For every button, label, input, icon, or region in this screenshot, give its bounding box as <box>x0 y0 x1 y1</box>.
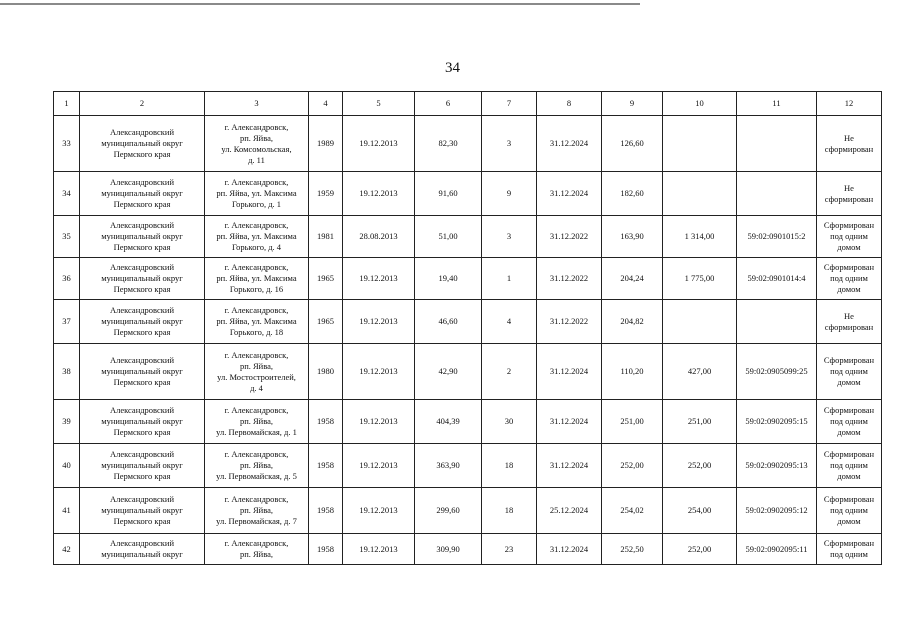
land-area: 254,00 <box>663 488 737 534</box>
status-line: домом <box>837 284 861 294</box>
column-header-6: 6 <box>415 92 482 116</box>
land-area: 252,00 <box>663 534 737 565</box>
area-cell: 46,60 <box>415 300 482 344</box>
status-line: Сформирован <box>823 220 875 230</box>
value-cell: 254,02 <box>602 488 663 534</box>
municipality-line: муниципальный округ <box>101 273 183 283</box>
count-cell: 18 <box>482 488 537 534</box>
address-line: г. Александровск, <box>224 262 289 272</box>
row-number: 34 <box>54 172 80 216</box>
address-line: г. Александровск, <box>224 405 289 415</box>
status-line: домом <box>837 242 861 252</box>
address-line: ул. Комсомольская, <box>221 143 292 154</box>
row-number: 36 <box>54 258 80 300</box>
address-line: г. Александровск, <box>224 349 289 360</box>
address-line: г. Александровск, <box>224 177 289 187</box>
status-line: под одним <box>830 366 868 376</box>
count-cell: 30 <box>482 400 537 444</box>
municipality-line: муниципальный округ <box>101 231 183 241</box>
date-cell: 19.12.2013 <box>343 444 415 488</box>
cadastral-number <box>737 172 817 216</box>
term-date: 31.12.2024 <box>537 534 602 565</box>
area-cell: 82,30 <box>415 116 482 172</box>
status-cell <box>817 258 882 300</box>
land-area: 427,00 <box>663 344 737 400</box>
address-line: ул. Первомайская, д. 1 <box>216 427 297 437</box>
date-cell: 19.12.2013 <box>343 344 415 400</box>
status-line: Сформирован <box>823 449 875 459</box>
address-line: рп. Яйва, <box>239 460 274 470</box>
status-line: под одним <box>830 416 868 426</box>
row-number: 37 <box>54 300 80 344</box>
address-cell <box>205 216 309 258</box>
municipality-line: муниципальный округ <box>101 138 183 148</box>
address-line: рп. Яйва, ул. Максима <box>216 188 297 198</box>
column-header-1: 1 <box>54 92 80 116</box>
count-cell: 23 <box>482 534 537 565</box>
municipality-line: Пермского края <box>113 327 171 337</box>
count-cell: 3 <box>482 116 537 172</box>
municipality-line: Пермского края <box>113 149 171 159</box>
status-cell <box>817 534 882 565</box>
municipality-line: Пермского края <box>113 242 171 252</box>
build-year: 1958 <box>309 400 343 444</box>
municipality-cell <box>80 300 205 344</box>
date-cell: 19.12.2013 <box>343 258 415 300</box>
municipality-line: Александровский <box>109 305 175 315</box>
cadastral-number <box>737 116 817 172</box>
row-number: 39 <box>54 400 80 444</box>
municipality-line: Александровский <box>109 355 175 365</box>
table-body <box>54 116 882 565</box>
status-line: под одним <box>830 273 868 283</box>
date-cell: 19.12.2013 <box>343 400 415 444</box>
term-date: 31.12.2024 <box>537 172 602 216</box>
date-cell: 19.12.2013 <box>343 534 415 565</box>
municipality-line: Александровский <box>109 405 175 415</box>
status-cell <box>817 344 882 400</box>
count-cell: 2 <box>482 344 537 400</box>
term-date: 31.12.2022 <box>537 300 602 344</box>
build-year: 1958 <box>309 488 343 534</box>
address-line: рп. Яйва, <box>239 416 274 426</box>
value-cell: 204,24 <box>602 258 663 300</box>
address-cell <box>205 300 309 344</box>
municipality-line: Александровский <box>109 538 175 548</box>
row-number: 41 <box>54 488 80 534</box>
term-date: 25.12.2024 <box>537 488 602 534</box>
column-header-5: 5 <box>343 92 415 116</box>
address-line: рп. Яйва, <box>239 132 274 143</box>
term-date: 31.12.2024 <box>537 116 602 172</box>
table-row <box>54 216 882 258</box>
table-row <box>54 116 882 172</box>
scan-edge-line <box>0 3 640 5</box>
count-cell: 1 <box>482 258 537 300</box>
address-cell <box>205 258 309 300</box>
table-row <box>54 400 882 444</box>
status-line: домом <box>837 377 861 387</box>
term-date: 31.12.2024 <box>537 400 602 444</box>
table-row <box>54 534 882 565</box>
page-number: 34 <box>445 60 460 76</box>
municipality-line: Пермского края <box>113 199 171 209</box>
status-line: домом <box>837 427 861 437</box>
status-line: Сформирован <box>823 355 875 365</box>
status-line: домом <box>837 516 861 526</box>
area-cell: 404,39 <box>415 400 482 444</box>
address-line: г. Александровск, <box>224 220 289 230</box>
land-area: 1 775,00 <box>663 258 737 300</box>
column-header-9: 9 <box>602 92 663 116</box>
status-line: под одним <box>830 460 868 470</box>
table-row <box>54 258 882 300</box>
value-cell: 252,50 <box>602 534 663 565</box>
date-cell: 28.08.2013 <box>343 216 415 258</box>
build-year: 1965 <box>309 258 343 300</box>
municipality-line: Пермского края <box>113 471 171 481</box>
build-year: 1958 <box>309 534 343 565</box>
municipality-line: муниципальный округ <box>101 460 183 470</box>
build-year: 1980 <box>309 344 343 400</box>
value-cell: 163,90 <box>602 216 663 258</box>
address-line: рп. Яйва, <box>239 360 274 371</box>
build-year: 1981 <box>309 216 343 258</box>
address-line: д. 11 <box>248 154 265 165</box>
land-area <box>663 300 737 344</box>
address-line: Горького, д. 1 <box>231 199 282 209</box>
area-cell: 363,90 <box>415 444 482 488</box>
status-line: домом <box>837 471 861 481</box>
address-cell <box>205 344 309 400</box>
column-header-8: 8 <box>537 92 602 116</box>
status-line: под одним <box>830 505 868 515</box>
cadastral-number: 59:02:0901015:2 <box>737 216 817 258</box>
municipality-cell <box>80 344 205 400</box>
housing-registry-table <box>53 91 882 565</box>
status-line: под одним <box>830 231 868 241</box>
address-line: Горького, д. 18 <box>229 327 284 337</box>
address-line: ул. Мостостроителей, <box>217 371 296 382</box>
address-line: г. Александровск, <box>224 494 289 504</box>
row-number: 33 <box>54 116 80 172</box>
municipality-line: муниципальный округ <box>101 366 183 376</box>
status-cell <box>817 116 882 172</box>
cadastral-number: 59:02:0902095:15 <box>737 400 817 444</box>
date-cell: 19.12.2013 <box>343 488 415 534</box>
status-line: Сформирован <box>823 262 875 272</box>
row-number: 38 <box>54 344 80 400</box>
address-cell <box>205 172 309 216</box>
address-cell <box>205 444 309 488</box>
count-cell: 3 <box>482 216 537 258</box>
area-cell: 91,60 <box>415 172 482 216</box>
date-cell: 19.12.2013 <box>343 172 415 216</box>
land-area: 251,00 <box>663 400 737 444</box>
column-number-row <box>54 92 882 116</box>
cadastral-number: 59:02:0902095:11 <box>737 534 817 565</box>
municipality-line: Пермского края <box>113 427 171 437</box>
address-line: д. 4 <box>250 382 263 393</box>
status-line: Сформирован <box>823 494 875 504</box>
column-header-10: 10 <box>663 92 737 116</box>
column-header-3: 3 <box>205 92 309 116</box>
column-header-11: 11 <box>737 92 817 116</box>
address-line: Горького, д. 16 <box>229 284 284 294</box>
municipality-cell <box>80 216 205 258</box>
term-date: 31.12.2022 <box>537 216 602 258</box>
column-header-4: 4 <box>309 92 343 116</box>
status-cell <box>817 300 882 344</box>
address-cell <box>205 534 309 565</box>
value-cell: 251,00 <box>602 400 663 444</box>
date-cell: 19.12.2013 <box>343 300 415 344</box>
address-line: ул. Первомайская, д. 7 <box>216 516 297 526</box>
status-line: Сформирован <box>823 538 875 548</box>
address-cell <box>205 400 309 444</box>
land-area: 252,00 <box>663 444 737 488</box>
municipality-line: Александровский <box>109 449 175 459</box>
status-cell <box>817 216 882 258</box>
cadastral-number: 59:02:0902095:12 <box>737 488 817 534</box>
municipality-cell <box>80 172 205 216</box>
table-row <box>54 488 882 534</box>
build-year: 1958 <box>309 444 343 488</box>
status-line: Не сформирован <box>824 132 874 154</box>
municipality-line: муниципальный округ <box>101 549 183 559</box>
area-cell: 19,40 <box>415 258 482 300</box>
address-line: рп. Яйва, ул. Максима <box>216 316 297 326</box>
municipality-line: Александровский <box>109 494 175 504</box>
value-cell: 204,82 <box>602 300 663 344</box>
row-number: 40 <box>54 444 80 488</box>
status-cell <box>817 172 882 216</box>
municipality-line: Александровский <box>109 127 175 137</box>
status-cell <box>817 444 882 488</box>
status-line: Не сформирован <box>824 310 874 332</box>
municipality-line: Пермского края <box>113 516 171 526</box>
municipality-cell <box>80 534 205 565</box>
cadastral-number: 59:02:0902095:13 <box>737 444 817 488</box>
build-year: 1989 <box>309 116 343 172</box>
land-area: 1 314,00 <box>663 216 737 258</box>
status-cell <box>817 400 882 444</box>
status-line: Сформирован <box>823 405 875 415</box>
cadastral-number <box>737 300 817 344</box>
count-cell: 4 <box>482 300 537 344</box>
address-line: Горького, д. 4 <box>231 242 282 252</box>
municipality-cell <box>80 488 205 534</box>
table-row <box>54 300 882 344</box>
row-number: 42 <box>54 534 80 565</box>
column-header-2: 2 <box>80 92 205 116</box>
value-cell: 126,60 <box>602 116 663 172</box>
municipality-line: Александровский <box>109 262 175 272</box>
term-date: 31.12.2024 <box>537 444 602 488</box>
municipality-cell <box>80 400 205 444</box>
status-cell <box>817 488 882 534</box>
value-cell: 182,60 <box>602 172 663 216</box>
municipality-line: Александровский <box>109 177 175 187</box>
build-year: 1959 <box>309 172 343 216</box>
land-area <box>663 116 737 172</box>
municipality-line: муниципальный округ <box>101 188 183 198</box>
municipality-line: муниципальный округ <box>101 505 183 515</box>
address-line: г. Александровск, <box>224 121 289 132</box>
area-cell: 299,60 <box>415 488 482 534</box>
value-cell: 252,00 <box>602 444 663 488</box>
address-line: рп. Яйва, <box>239 549 274 559</box>
area-cell: 51,00 <box>415 216 482 258</box>
address-line: г. Александровск, <box>224 449 289 459</box>
term-date: 31.12.2024 <box>537 344 602 400</box>
address-line: г. Александровск, <box>224 305 289 315</box>
municipality-line: Александровский <box>109 220 175 230</box>
area-cell: 42,90 <box>415 344 482 400</box>
count-cell: 18 <box>482 444 537 488</box>
row-number: 35 <box>54 216 80 258</box>
address-line: рп. Яйва, ул. Максима <box>216 273 297 283</box>
table-row <box>54 172 882 216</box>
column-header-7: 7 <box>482 92 537 116</box>
municipality-line: Пермского края <box>113 284 171 294</box>
address-line: рп. Яйва, <box>239 505 274 515</box>
count-cell: 9 <box>482 172 537 216</box>
address-cell <box>205 116 309 172</box>
term-date: 31.12.2022 <box>537 258 602 300</box>
municipality-line: Пермского края <box>113 377 171 387</box>
table-row <box>54 344 882 400</box>
cadastral-number: 59:02:0905099:25 <box>737 344 817 400</box>
municipality-cell <box>80 444 205 488</box>
municipality-cell <box>80 116 205 172</box>
address-line: г. Александровск, <box>224 538 289 548</box>
cadastral-number: 59:02:0901014:4 <box>737 258 817 300</box>
municipality-line: муниципальный округ <box>101 416 183 426</box>
status-line: под одним <box>830 549 868 559</box>
area-cell: 309,90 <box>415 534 482 565</box>
municipality-cell <box>80 258 205 300</box>
column-header-12: 12 <box>817 92 882 116</box>
address-line: ул. Первомайская, д. 5 <box>216 471 297 481</box>
value-cell: 110,20 <box>602 344 663 400</box>
address-cell <box>205 488 309 534</box>
table-row <box>54 444 882 488</box>
build-year: 1965 <box>309 300 343 344</box>
land-area <box>663 172 737 216</box>
address-line: рп. Яйва, ул. Максима <box>216 231 297 241</box>
date-cell: 19.12.2013 <box>343 116 415 172</box>
municipality-line: муниципальный округ <box>101 316 183 326</box>
status-line: Не сформирован <box>824 182 874 204</box>
